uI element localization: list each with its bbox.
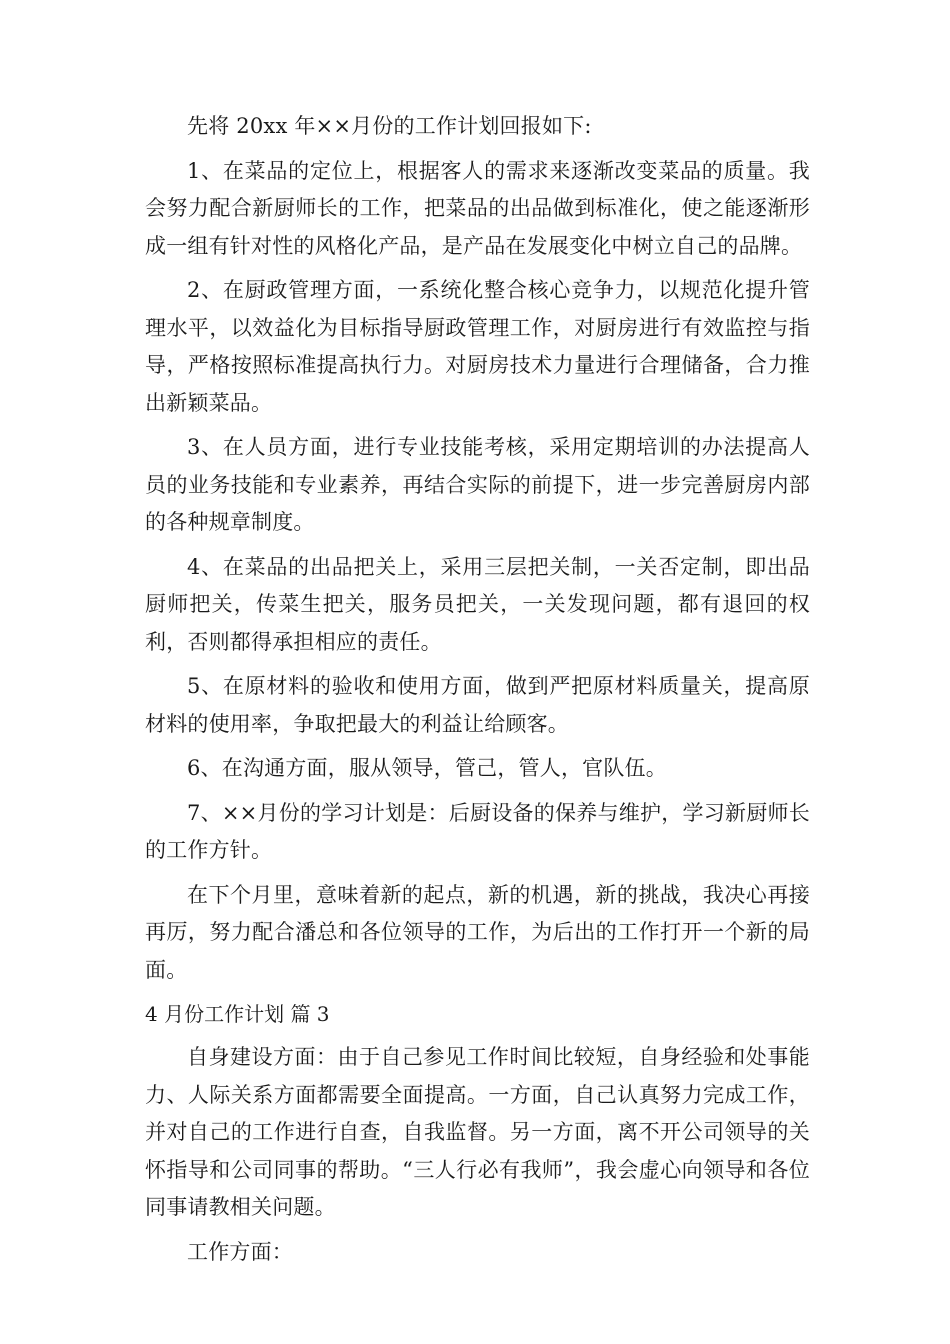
- self-development-paragraph: 自身建设方面：由于自己参见工作时间比较短，自身经验和处事能力、人际关系方面都需要全面提高。一方面，自己认真努力完成工作，并对自己的工作进行自查，自我监督。另一方面，离不开公司领导的关怀指导和公司同事的帮助。“三人行必有我师”，我会虚心向领导和各位同事请教相关问题。: [145, 1045, 810, 1219]
- work-aspect-paragraph: 工作方面：: [187, 1239, 293, 1264]
- plan-item-4: 4、在菜品的出品把关上，采用三层把关制，一关否定制，即出品厨师把关，传菜生把关，服务员把关，一关发现问题，都有退回的权利，否则都得承担相应的责任。: [145, 554, 810, 654]
- plan-item-1: 1、在菜品的定位上，根据客人的需求来逐渐改变菜品的质量。我会努力配合新厨师长的工作，把菜品的出品做到标准化，使之能逐渐形成一组有针对性的风格化产品，是产品在发展变化中树立自己的品牌。: [145, 158, 810, 258]
- intro-paragraph: 先将 20xx 年××月份的工作计划回报如下:: [187, 114, 592, 138]
- section-title: 4 月份工作计划 篇 3: [145, 1002, 330, 1026]
- closing-paragraph: 在下个月里，意味着新的起点，新的机遇，新的挑战，我决心再接再厉，努力配合潘总和各位领导的工作，为后出的工作打开一个新的局面。: [145, 882, 810, 982]
- plan-item-7: 7、××月份的学习计划是：后厨设备的保养与维护，学习新厨师长的工作方针。: [145, 800, 810, 862]
- plan-item-2: 2、在厨政管理方面，一系统化整合核心竞争力，以规范化提升管理水平，以效益化为目标指导厨政管理工作，对厨房进行有效监控与指导，严格按照标准提高执行力。对厨房技术力量进行合理储备，合力推出新颖菜品。: [145, 278, 810, 415]
- plan-item-5: 5、在原材料的验收和使用方面，做到严把原材料质量关，提高原材料的使用率，争取把最大的利益让给顾客。: [145, 674, 810, 736]
- plan-item-3: 3、在人员方面，进行专业技能考核，采用定期培训的办法提高人员的业务技能和专业素养，再结合实际的前提下，进一步完善厨房内部的各种规章制度。: [145, 435, 810, 534]
- document-page: [145, 108, 810, 1278]
- plan-item-6: 6、在沟通方面，服从领导，管己，管人，官队伍。: [187, 756, 667, 780]
